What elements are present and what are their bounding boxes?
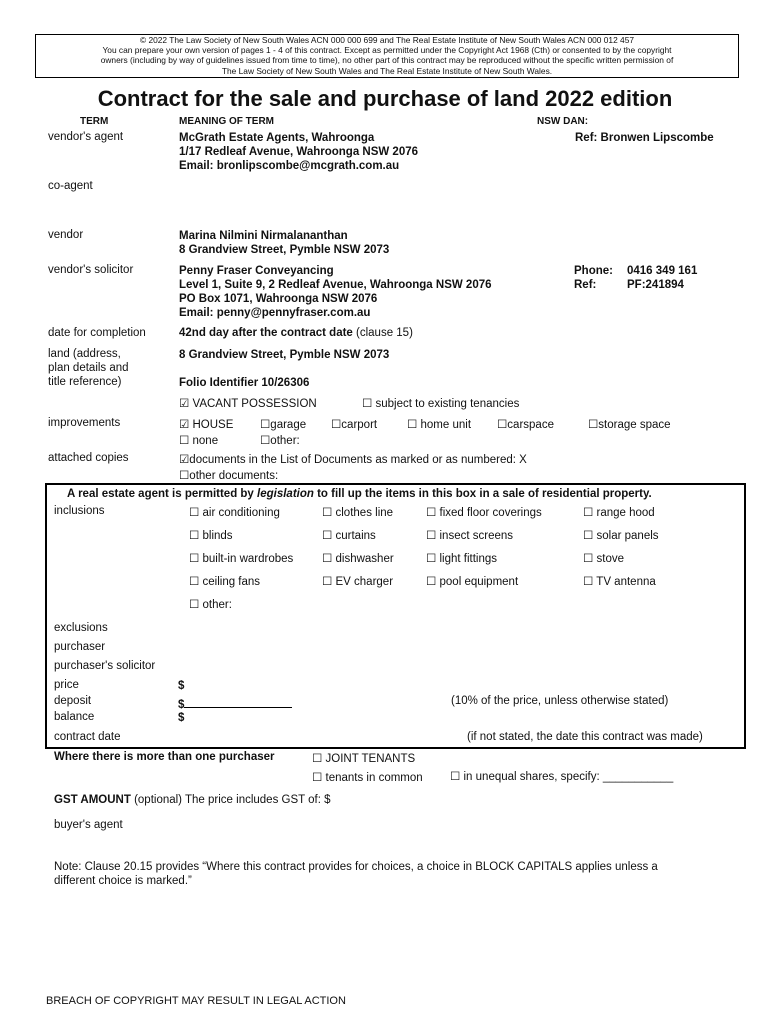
inclusion-checkbox[interactable]: ☐ range hood	[583, 507, 655, 519]
solicitor-name: Penny Fraser Conveyancing	[179, 265, 334, 277]
existing-tenancies-checkbox[interactable]: ☐ subject to existing tenancies	[362, 398, 520, 410]
inclusion-checkbox[interactable]: ☐ solar panels	[583, 530, 659, 542]
gst-amount: GST AMOUNT (optional) The price includes GST of: $	[54, 794, 331, 806]
solicitor-po-box: PO Box 1071, Wahroonga NSW 2076	[179, 293, 378, 305]
inclusion-checkbox[interactable]: ☐ ceiling fans	[189, 576, 261, 588]
copyright-line: You can prepare your own version of pages 1 - 4 of this contract. Except as permitted under the Copyright Act 1968 (Cth) or consented to by the copyright	[102, 45, 672, 56]
other-documents-checkbox[interactable]: ☐other documents:	[179, 470, 279, 482]
completion-label: date for completion	[48, 327, 146, 339]
buyers-agent-label: buyer's agent	[54, 819, 123, 831]
footer-warning: BREACH OF COPYRIGHT MAY RESULT IN LEGAL ACTION	[46, 995, 346, 1007]
inclusion-checkbox[interactable]: ☐ clothes line	[322, 507, 394, 519]
land-label: land (address,	[48, 348, 121, 360]
inclusion-checkbox[interactable]: ☐ built-in wardrobes	[189, 553, 294, 565]
document-title: Contract for the sale and purchase of land 2022 edition	[97, 86, 673, 111]
exclusions-label: exclusions	[54, 622, 108, 634]
other-inclusion-checkbox[interactable]: ☐ other:	[189, 599, 232, 611]
balance-label: balance	[54, 711, 95, 723]
land-label: title reference)	[48, 376, 122, 388]
deposit-underline[interactable]	[184, 695, 292, 708]
solicitor-ref-label: Ref:	[574, 279, 597, 291]
solicitor-phone-label: Phone:	[574, 265, 613, 277]
balance-dollar: $	[178, 712, 185, 724]
joint-tenants-checkbox[interactable]: ☐ JOINT TENANTS	[312, 753, 416, 765]
meaning-column-header: MEANING OF TERM	[179, 116, 274, 127]
land-address: 8 Grandview Street, Pymble NSW 2073	[179, 349, 390, 361]
completion-value: 42nd day after the contract date (clause 15)	[179, 327, 413, 339]
inclusion-checkbox[interactable]: ☐ EV charger	[322, 576, 394, 588]
inclusion-checkbox[interactable]: ☐ blinds	[189, 530, 233, 542]
choice-note-line: different choice is marked.”	[54, 875, 192, 887]
vendors-agent-label: vendor's agent	[48, 131, 124, 143]
vendors-agent-address: 1/17 Redleaf Avenue, Wahroonga NSW 2076	[179, 146, 419, 158]
documents-list-checkbox[interactable]: ☑documents in the List of Documents as marked or as numbered: X	[179, 454, 527, 466]
vendors-agent-name: McGrath Estate Agents, Wahroonga	[179, 132, 375, 144]
inclusion-checkbox[interactable]: ☐ insect screens	[426, 530, 514, 542]
vendors-agent-email: Email: bronlipscombe@mcgrath.com.au	[179, 160, 400, 172]
home-unit-checkbox[interactable]: ☐ home unit	[407, 419, 472, 431]
contract-date-label: contract date	[54, 731, 121, 743]
contract-date-note: (if not stated, the date this contract was made)	[467, 731, 703, 743]
house-checkbox[interactable]: ☑ HOUSE	[179, 419, 234, 431]
deposit-dollar: $	[178, 695, 292, 712]
deposit-label: deposit	[54, 695, 92, 707]
folio-identifier: Folio Identifier 10/26306	[179, 377, 310, 389]
land-label: plan details and	[48, 362, 129, 374]
improvements-label: improvements	[48, 417, 121, 429]
carport-checkbox[interactable]: ☐carport	[331, 419, 378, 431]
nsw-dan-header: NSW DAN:	[537, 116, 589, 127]
inclusions-label: inclusions	[54, 505, 105, 517]
storage-space-checkbox[interactable]: ☐storage space	[588, 419, 671, 431]
purchasers-solicitor-label: purchaser's solicitor	[54, 660, 156, 672]
price-label: price	[54, 679, 79, 691]
inclusion-checkbox[interactable]: ☐ fixed floor coverings	[426, 507, 542, 519]
vendors-solicitor-label: vendor's solicitor	[48, 264, 134, 276]
copyright-line: © 2022 The Law Society of New South Wales ACN 000 000 699 and The Real Estate Institute of New South Wales ACN 000 012 457	[139, 35, 635, 45]
other-improvement-checkbox[interactable]: ☐other:	[260, 435, 300, 447]
choice-note-line: Note: Clause 20.15 provides “Where this contract provides for choices, a choice in BLOCK CAPITALS applies unless a	[54, 861, 658, 873]
deposit-note: (10% of the price, unless otherwise stated)	[451, 695, 669, 707]
garage-checkbox[interactable]: ☐garage	[260, 419, 307, 431]
copyright-notice-box	[35, 34, 739, 78]
none-checkbox[interactable]: ☐ none	[179, 435, 219, 447]
attached-copies-label: attached copies	[48, 452, 129, 464]
term-column-header: TERM	[80, 116, 109, 127]
solicitor-address: Level 1, Suite 9, 2 Redleaf Avenue, Wahroonga NSW 2076	[179, 279, 492, 291]
tenants-in-common-checkbox[interactable]: ☐ tenants in common	[312, 772, 423, 784]
inclusion-checkbox[interactable]: ☐ pool equipment	[426, 576, 519, 588]
vendor-label: vendor	[48, 229, 84, 241]
vendor-address: 8 Grandview Street, Pymble NSW 2073	[179, 244, 390, 256]
solicitor-phone: 0416 349 161	[627, 265, 698, 277]
purchaser-label: purchaser	[54, 641, 106, 653]
copyright-line: owners (including by way of guidelines issued from time to time), no other part of this contract may be reproduced without the specific written permission of	[100, 55, 674, 66]
inclusion-checkbox[interactable]: ☐ light fittings	[426, 553, 498, 565]
vacant-possession-checkbox[interactable]: ☑ VACANT POSSESSION	[179, 398, 317, 410]
unequal-shares-checkbox[interactable]: ☐ in unequal shares, specify: ___________	[450, 771, 674, 783]
carspace-checkbox[interactable]: ☐carspace	[497, 419, 554, 431]
vendors-agent-ref: Ref: Bronwen Lipscombe	[575, 132, 714, 144]
multiple-purchasers-label: Where there is more than one purchaser	[54, 751, 275, 763]
solicitor-email: Email: penny@pennyfraser.com.au	[179, 307, 371, 319]
price-dollar: $	[178, 680, 185, 692]
agent-box-notice: A real estate agent is permitted by legislation to fill up the items in this box in a sale of residential property.	[67, 488, 652, 500]
inclusion-checkbox[interactable]: ☐ TV antenna	[583, 576, 656, 588]
vendor-name: Marina Nilmini Nirmalananthan	[179, 230, 348, 242]
solicitor-ref: PF:241894	[627, 279, 684, 291]
inclusion-checkbox[interactable]: ☐ stove	[583, 553, 624, 565]
co-agent-label: co-agent	[48, 180, 93, 192]
inclusion-checkbox[interactable]: ☐ curtains	[322, 530, 376, 542]
inclusion-checkbox[interactable]: ☐ dishwasher	[322, 553, 394, 565]
copyright-line: The Law Society of New South Wales and The Real Estate Institute of New South Wales.	[221, 65, 553, 76]
agent-fill-box	[45, 483, 746, 749]
inclusion-checkbox[interactable]: ☐ air conditioning	[189, 507, 280, 519]
